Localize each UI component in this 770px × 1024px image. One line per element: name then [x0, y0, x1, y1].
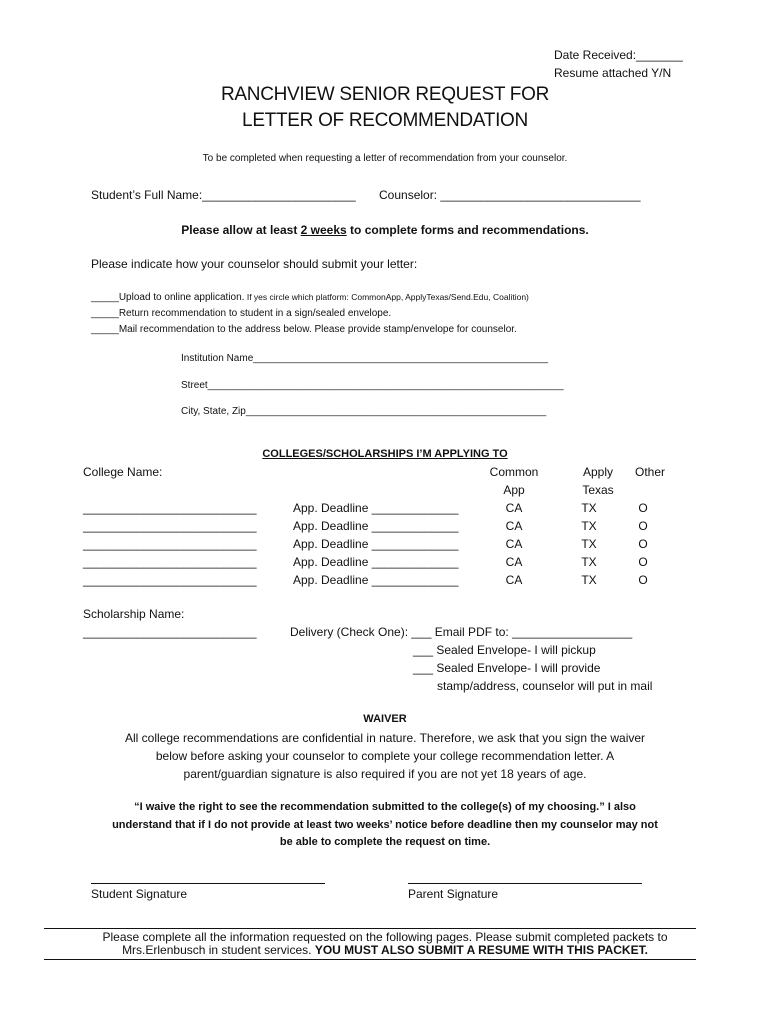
street-field[interactable]: Street________________________________________________________________: [181, 380, 564, 391]
waiver-text-1: All college recommendations are confidential in nature. Therefore, we ask that you sign the waiver: [124, 731, 646, 745]
waiver-statement-1: “I waive the right to see the recommendation submitted to the college(s) of my choosing.” I also: [134, 801, 636, 813]
allow-notice-post: to complete forms and recommendations.: [346, 223, 589, 237]
common-app-option[interactable]: CA: [505, 519, 523, 533]
col-common-header-2: App: [503, 483, 525, 497]
option-blank: _____: [91, 324, 119, 335]
col-apply-header: Apply: [582, 465, 614, 479]
page-title: RANCHVIEW SENIOR REQUEST FOR: [220, 84, 549, 105]
scholarship-name-label: Scholarship Name:: [83, 607, 185, 621]
app-deadline-field[interactable]: App. Deadline _____________: [293, 573, 459, 587]
apply-texas-option[interactable]: TX: [581, 555, 597, 569]
allow-notice-emph: 2 weeks: [300, 223, 347, 237]
allow-notice: [0, 223, 770, 237]
waiver-statement-2: understand that if I do not provide at least two weeks’ notice before deadline then my counselor may not: [112, 819, 658, 831]
college-name-label: College Name:: [83, 465, 163, 479]
apply-texas-option[interactable]: TX: [581, 573, 597, 587]
parent-signature-label: Parent Signature: [408, 887, 499, 901]
common-app-option[interactable]: CA: [505, 501, 523, 515]
col-apply-header-2: Texas: [582, 483, 614, 497]
resume-attached: Resume attached Y/N: [554, 66, 672, 80]
delivery-email-option[interactable]: Delivery (Check One): ___ Email PDF to: __________________: [290, 625, 633, 639]
common-app-option[interactable]: CA: [505, 537, 523, 551]
other-option[interactable]: O: [638, 573, 648, 587]
waiver-text-2: below before asking your counselor to complete your college recommendation letter. A: [155, 749, 615, 763]
scholarship-name-blank[interactable]: __________________________: [83, 625, 257, 639]
app-deadline-field[interactable]: App. Deadline _____________: [293, 537, 459, 551]
other-option[interactable]: O: [638, 519, 648, 533]
col-other-header: Other: [634, 465, 665, 479]
footer-line-2-plain: Mrs.Erlenbusch in student services.: [122, 943, 315, 957]
option-blank: _____: [91, 292, 119, 303]
apply-texas-option[interactable]: TX: [581, 501, 597, 515]
other-option[interactable]: O: [638, 555, 648, 569]
waiver-text-3: parent/guardian signature is also required if you are not yet 18 years of age.: [183, 767, 587, 781]
waiver-statement-3: be able to complete the request on time.: [279, 836, 491, 848]
date-received: Date Received:_______: [554, 48, 683, 62]
footer-top-rule: [44, 928, 696, 929]
submit-option-return[interactable]: [91, 308, 391, 319]
college-name-blank[interactable]: __________________________: [83, 537, 257, 551]
footer-resume-notice: YOU MUST ALSO SUBMIT A RESUME WITH THIS PACKET.: [314, 943, 648, 957]
page-subtitle: LETTER OF RECOMMENDATION: [242, 110, 528, 131]
student-name-field[interactable]: Student’s Full Name:_______________________: [91, 188, 356, 202]
colleges-heading: COLLEGES/SCHOLARSHIPS I’M APPLYING TO: [262, 448, 508, 460]
footer-bottom-rule: [44, 959, 696, 960]
delivery-pickup-option[interactable]: ___ Sealed Envelope- I will pickup: [413, 643, 596, 657]
other-option[interactable]: O: [638, 501, 648, 515]
common-app-option[interactable]: CA: [505, 573, 523, 587]
other-option[interactable]: O: [638, 537, 648, 551]
option-note: If yes circle which platform: CommonApp, ApplyTexas/Send.Edu, Coalition): [244, 292, 529, 302]
submit-option-mail[interactable]: [91, 324, 517, 335]
college-name-blank[interactable]: __________________________: [83, 519, 257, 533]
app-deadline-field[interactable]: App. Deadline _____________: [293, 501, 459, 515]
col-common-header: Common: [489, 465, 539, 479]
footer-line-2: [0, 943, 770, 957]
allow-notice-pre: Please allow at least: [181, 223, 301, 237]
delivery-provide-option[interactable]: ___ Sealed Envelope- I will provide: [413, 661, 601, 675]
college-name-blank[interactable]: __________________________: [83, 555, 257, 569]
waiver-heading: WAIVER: [363, 713, 407, 725]
parent-signature-line[interactable]: [408, 883, 642, 884]
intro-text: To be completed when requesting a letter of recommendation from your counselor.: [202, 153, 568, 164]
common-app-option[interactable]: CA: [505, 555, 523, 569]
app-deadline-field[interactable]: App. Deadline _____________: [293, 555, 459, 569]
option-text: Upload to online application.: [118, 292, 245, 303]
college-name-blank[interactable]: __________________________: [83, 573, 257, 587]
institution-name-field[interactable]: Institution Name_____________________________________________________: [181, 353, 549, 364]
footer-line-1: Please complete all the information requested on the following pages. Please submit completed packets to: [102, 930, 668, 944]
counselor-field[interactable]: Counselor: ______________________________: [379, 188, 641, 202]
student-signature-label: Student Signature: [91, 887, 188, 901]
submit-option-upload[interactable]: [91, 292, 529, 303]
option-blank: _____: [91, 308, 119, 319]
delivery-provide-detail: stamp/address, counselor will put in mail: [437, 679, 653, 693]
city-state-zip-field[interactable]: City, State, Zip______________________________________________________: [181, 406, 547, 417]
app-deadline-field[interactable]: App. Deadline _____________: [293, 519, 459, 533]
option-text: Mail recommendation to the address below. Please provide stamp/envelope for counselor.: [118, 324, 517, 335]
submit-prompt: Please indicate how your counselor should submit your letter:: [91, 257, 418, 271]
student-signature-line[interactable]: [91, 883, 325, 884]
college-name-blank[interactable]: __________________________: [83, 501, 257, 515]
apply-texas-option[interactable]: TX: [581, 519, 597, 533]
apply-texas-option[interactable]: TX: [581, 537, 597, 551]
option-text: Return recommendation to student in a sign/sealed envelope.: [118, 308, 392, 319]
